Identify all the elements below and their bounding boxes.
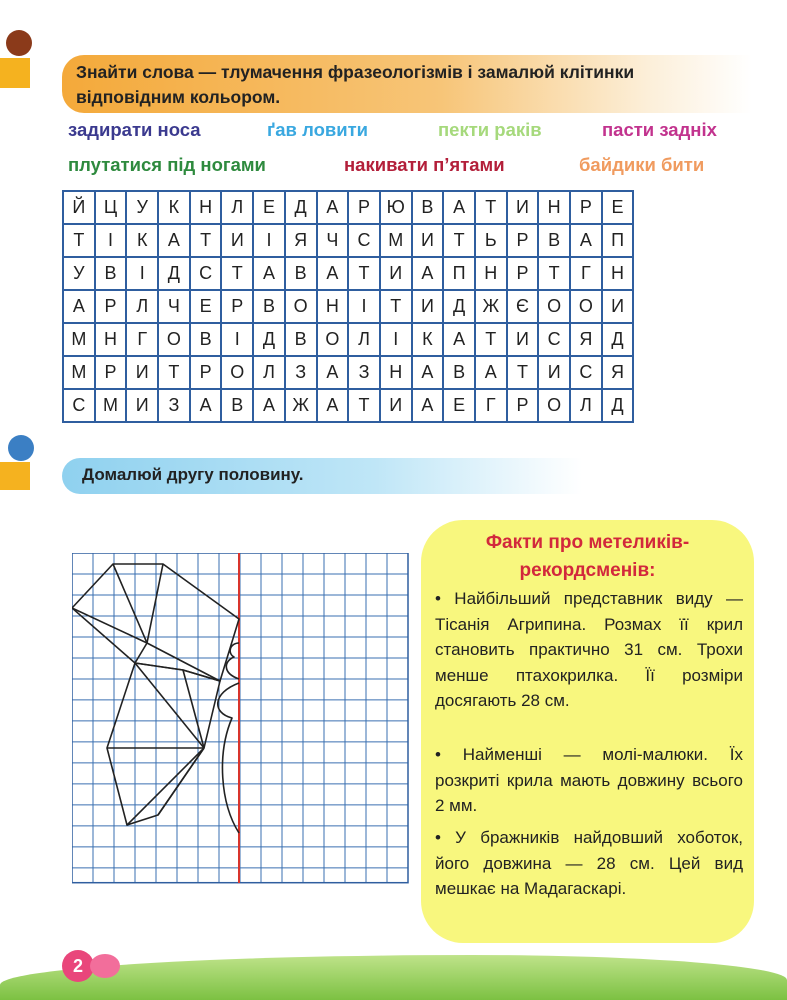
idiom-7: байдики бити [579, 154, 705, 175]
grid-cell[interactable]: С [63, 389, 95, 422]
grid-cell[interactable]: Т [63, 224, 95, 257]
grid-cell[interactable]: Н [380, 356, 412, 389]
grid-cell[interactable]: Е [190, 290, 222, 323]
grid-cell[interactable]: Я [602, 356, 634, 389]
section-tab-decoration [0, 58, 30, 88]
grid-cell[interactable]: Л [221, 191, 253, 224]
grid-cell[interactable]: Г [126, 323, 158, 356]
grid-cell[interactable]: И [538, 356, 570, 389]
wing-vein [135, 663, 204, 748]
grid-cell[interactable]: К [126, 224, 158, 257]
grid-cell[interactable]: І [126, 257, 158, 290]
grid-cell[interactable]: А [317, 356, 349, 389]
grid-cell[interactable]: Т [348, 389, 380, 422]
wing-vein [147, 564, 163, 643]
grid-cell[interactable]: І [348, 290, 380, 323]
grid-cell[interactable]: Ь [475, 224, 507, 257]
wing-vein [72, 608, 147, 643]
grid-cell[interactable]: А [443, 191, 475, 224]
grid-cell[interactable]: И [380, 257, 412, 290]
grid-cell[interactable]: Р [507, 389, 539, 422]
grid-cell[interactable]: Д [285, 191, 317, 224]
fact-item: • Найбільший представник виду — Тісанія Агрипина. Розмах її крил становить практично 31 см. Трохи менше птахокрилка. Її розміри досягають 28 см. [435, 589, 743, 710]
grid-cell[interactable]: Р [507, 257, 539, 290]
facts-title: Факти про метеликів- рекордсменів: [485, 532, 690, 581]
grid-cell[interactable]: А [253, 389, 285, 422]
grid-cell[interactable]: В [285, 323, 317, 356]
grid-cell[interactable]: Р [507, 224, 539, 257]
grid-cell[interactable]: О [538, 290, 570, 323]
grid-cell[interactable]: Д [443, 290, 475, 323]
head-half [226, 643, 239, 679]
grid-cell[interactable]: А [412, 389, 444, 422]
idiom-6: накивати п’ятами [344, 154, 505, 175]
grid-cell[interactable]: Т [443, 224, 475, 257]
grid-row [63, 257, 633, 290]
grid-cell[interactable]: С [570, 356, 602, 389]
word-search-grid [62, 190, 634, 423]
grid-cell[interactable]: А [317, 257, 349, 290]
grid-row [63, 323, 633, 356]
grid-cell[interactable]: А [570, 224, 602, 257]
grid-cell[interactable]: А [190, 389, 222, 422]
fact-item: • Найменші — молі-малюки. Їх розкриті крила мають довжину всього 2 мм. [435, 745, 743, 815]
grid-cell[interactable]: Г [475, 389, 507, 422]
grid-cell[interactable]: У [63, 257, 95, 290]
idiom-2: ґав ловити [267, 119, 369, 140]
grid-cell[interactable]: О [317, 323, 349, 356]
grid-cell[interactable]: А [317, 191, 349, 224]
grid-cell[interactable]: В [190, 323, 222, 356]
grid-cell[interactable]: А [475, 356, 507, 389]
grid-cell[interactable]: А [412, 257, 444, 290]
grid-cell[interactable]: Д [253, 323, 285, 356]
grid-cell[interactable]: В [253, 290, 285, 323]
grid-cell[interactable]: О [285, 290, 317, 323]
grid-cell[interactable]: Р [95, 290, 127, 323]
grid-cell[interactable]: Н [475, 257, 507, 290]
grid-cell[interactable]: И [507, 323, 539, 356]
grid-cell[interactable]: И [221, 224, 253, 257]
idiom-1: задирати носа [68, 119, 201, 140]
grid-cell[interactable]: Я [570, 323, 602, 356]
grid-row [63, 389, 633, 422]
grid-cell[interactable]: М [63, 356, 95, 389]
grid-cell[interactable]: Ц [95, 191, 127, 224]
grid-cell[interactable]: Е [253, 191, 285, 224]
grid-cell[interactable]: Р [348, 191, 380, 224]
page-number: 2 [62, 950, 94, 982]
grid-cell[interactable]: М [95, 389, 127, 422]
grid-cell[interactable]: Ч [158, 290, 190, 323]
grid-cell[interactable]: П [602, 224, 634, 257]
grid-cell[interactable]: З [158, 389, 190, 422]
grid-cell[interactable]: З [348, 356, 380, 389]
grid-cell[interactable]: А [63, 290, 95, 323]
grid-cell[interactable]: О [538, 389, 570, 422]
grid-cell[interactable]: А [158, 224, 190, 257]
bear-mascot-icon [6, 30, 32, 56]
wing-vein [135, 643, 147, 663]
grid-cell[interactable]: В [221, 389, 253, 422]
grid-cell[interactable]: З [285, 356, 317, 389]
grid-cell[interactable]: С [348, 224, 380, 257]
grid-cell[interactable]: М [380, 224, 412, 257]
grid-cell[interactable]: І [380, 323, 412, 356]
grid-cell[interactable]: И [412, 224, 444, 257]
grid-cell[interactable]: Т [538, 257, 570, 290]
wing-vein [147, 643, 220, 681]
grid-cell[interactable]: В [412, 191, 444, 224]
grid-cell[interactable]: Р [221, 290, 253, 323]
grid-cell[interactable]: В [443, 356, 475, 389]
grid-cell[interactable]: Л [348, 323, 380, 356]
grid-cell[interactable]: Т [475, 191, 507, 224]
fact-item: • У бражників найдовший хоботок, його довжина — 28 см. Цей вид мешкає на Мадагаскарі. [435, 828, 743, 898]
grid-cell[interactable]: И [126, 356, 158, 389]
wing-vein [113, 564, 147, 643]
grid-cell[interactable]: Е [443, 389, 475, 422]
grid-cell[interactable]: И [412, 290, 444, 323]
grid-cell[interactable]: О [570, 290, 602, 323]
grid-cell[interactable]: Н [538, 191, 570, 224]
grid-cell[interactable]: Т [348, 257, 380, 290]
grid-cell[interactable]: Р [570, 191, 602, 224]
grid-cell[interactable]: Г [570, 257, 602, 290]
grid-cell[interactable]: С [538, 323, 570, 356]
grid-cell[interactable]: И [380, 389, 412, 422]
grid-cell[interactable]: Я [285, 224, 317, 257]
grid-cell[interactable]: И [602, 290, 634, 323]
grid-cell[interactable]: В [538, 224, 570, 257]
grid-cell[interactable]: Д [602, 389, 634, 422]
grid-cell[interactable]: О [221, 356, 253, 389]
task1-banner [62, 55, 752, 113]
grid-cell[interactable]: А [253, 257, 285, 290]
grid-cell[interactable]: И [126, 389, 158, 422]
grid-cell[interactable]: Л [253, 356, 285, 389]
grid-cell[interactable]: Д [158, 257, 190, 290]
idiom-5: плутатися під ногами [68, 154, 266, 175]
grid-cell[interactable]: Н [317, 290, 349, 323]
grid-cell[interactable]: Р [95, 356, 127, 389]
grid-cell[interactable]: В [285, 257, 317, 290]
grid-cell[interactable]: А [317, 389, 349, 422]
body-half [218, 683, 239, 833]
idiom-3: пекти раків [438, 119, 542, 140]
grid-cell[interactable]: Ч [317, 224, 349, 257]
grid-cell[interactable]: Н [602, 257, 634, 290]
task2-banner [62, 458, 582, 494]
grid-cell[interactable]: А [443, 323, 475, 356]
grid-cell[interactable]: Н [95, 323, 127, 356]
dog-mascot-icon [8, 435, 34, 461]
grid-cell[interactable]: Д [602, 323, 634, 356]
grid-cell[interactable]: У [126, 191, 158, 224]
grid-cell[interactable]: Ж [285, 389, 317, 422]
facts-box [421, 520, 754, 943]
grid-cell[interactable]: М [63, 323, 95, 356]
grid-cell[interactable]: О [158, 323, 190, 356]
grid-cell[interactable]: К [158, 191, 190, 224]
grid-cell[interactable]: Є [507, 290, 539, 323]
grid-cell[interactable]: Л [570, 389, 602, 422]
grid-cell[interactable]: Ж [475, 290, 507, 323]
grid-cell[interactable]: Т [190, 224, 222, 257]
pig-mascot-icon [90, 954, 120, 978]
grid-cell[interactable]: Т [507, 356, 539, 389]
wing-vein [127, 748, 204, 825]
grid-row [63, 224, 633, 257]
section-tab-decoration [0, 462, 30, 490]
task1-instruction: Знайти слова — тлумачення фразеологізмів і замалюй клітинки відповідним кольором. [76, 62, 635, 107]
grid-row [63, 356, 633, 389]
task2-instruction: Домалюй другу половину. [82, 465, 304, 484]
grid-cell[interactable]: Н [190, 191, 222, 224]
grid-cell[interactable]: П [443, 257, 475, 290]
grid-cell[interactable]: С [190, 257, 222, 290]
grid-cell[interactable]: Т [380, 290, 412, 323]
grid-cell[interactable]: І [221, 323, 253, 356]
grid-row [63, 290, 633, 323]
grid-cell[interactable]: Ю [380, 191, 412, 224]
grid-cell[interactable]: І [95, 224, 127, 257]
grid-cell[interactable]: Й [63, 191, 95, 224]
grid-cell[interactable]: І [253, 224, 285, 257]
grid-row [63, 191, 633, 224]
grid-cell[interactable]: И [507, 191, 539, 224]
idiom-4: пасти задніх [602, 119, 717, 140]
grid-cell[interactable]: Т [158, 356, 190, 389]
grid-cell[interactable]: Т [475, 323, 507, 356]
grid-cell[interactable]: Л [126, 290, 158, 323]
grid-cell[interactable]: А [412, 356, 444, 389]
grid-cell[interactable]: К [412, 323, 444, 356]
grid-cell[interactable]: Т [221, 257, 253, 290]
grid-cell[interactable]: Р [190, 356, 222, 389]
grid-cell[interactable]: В [95, 257, 127, 290]
grid-cell[interactable]: Е [602, 191, 634, 224]
butterfly-drawing-grid [72, 553, 410, 885]
